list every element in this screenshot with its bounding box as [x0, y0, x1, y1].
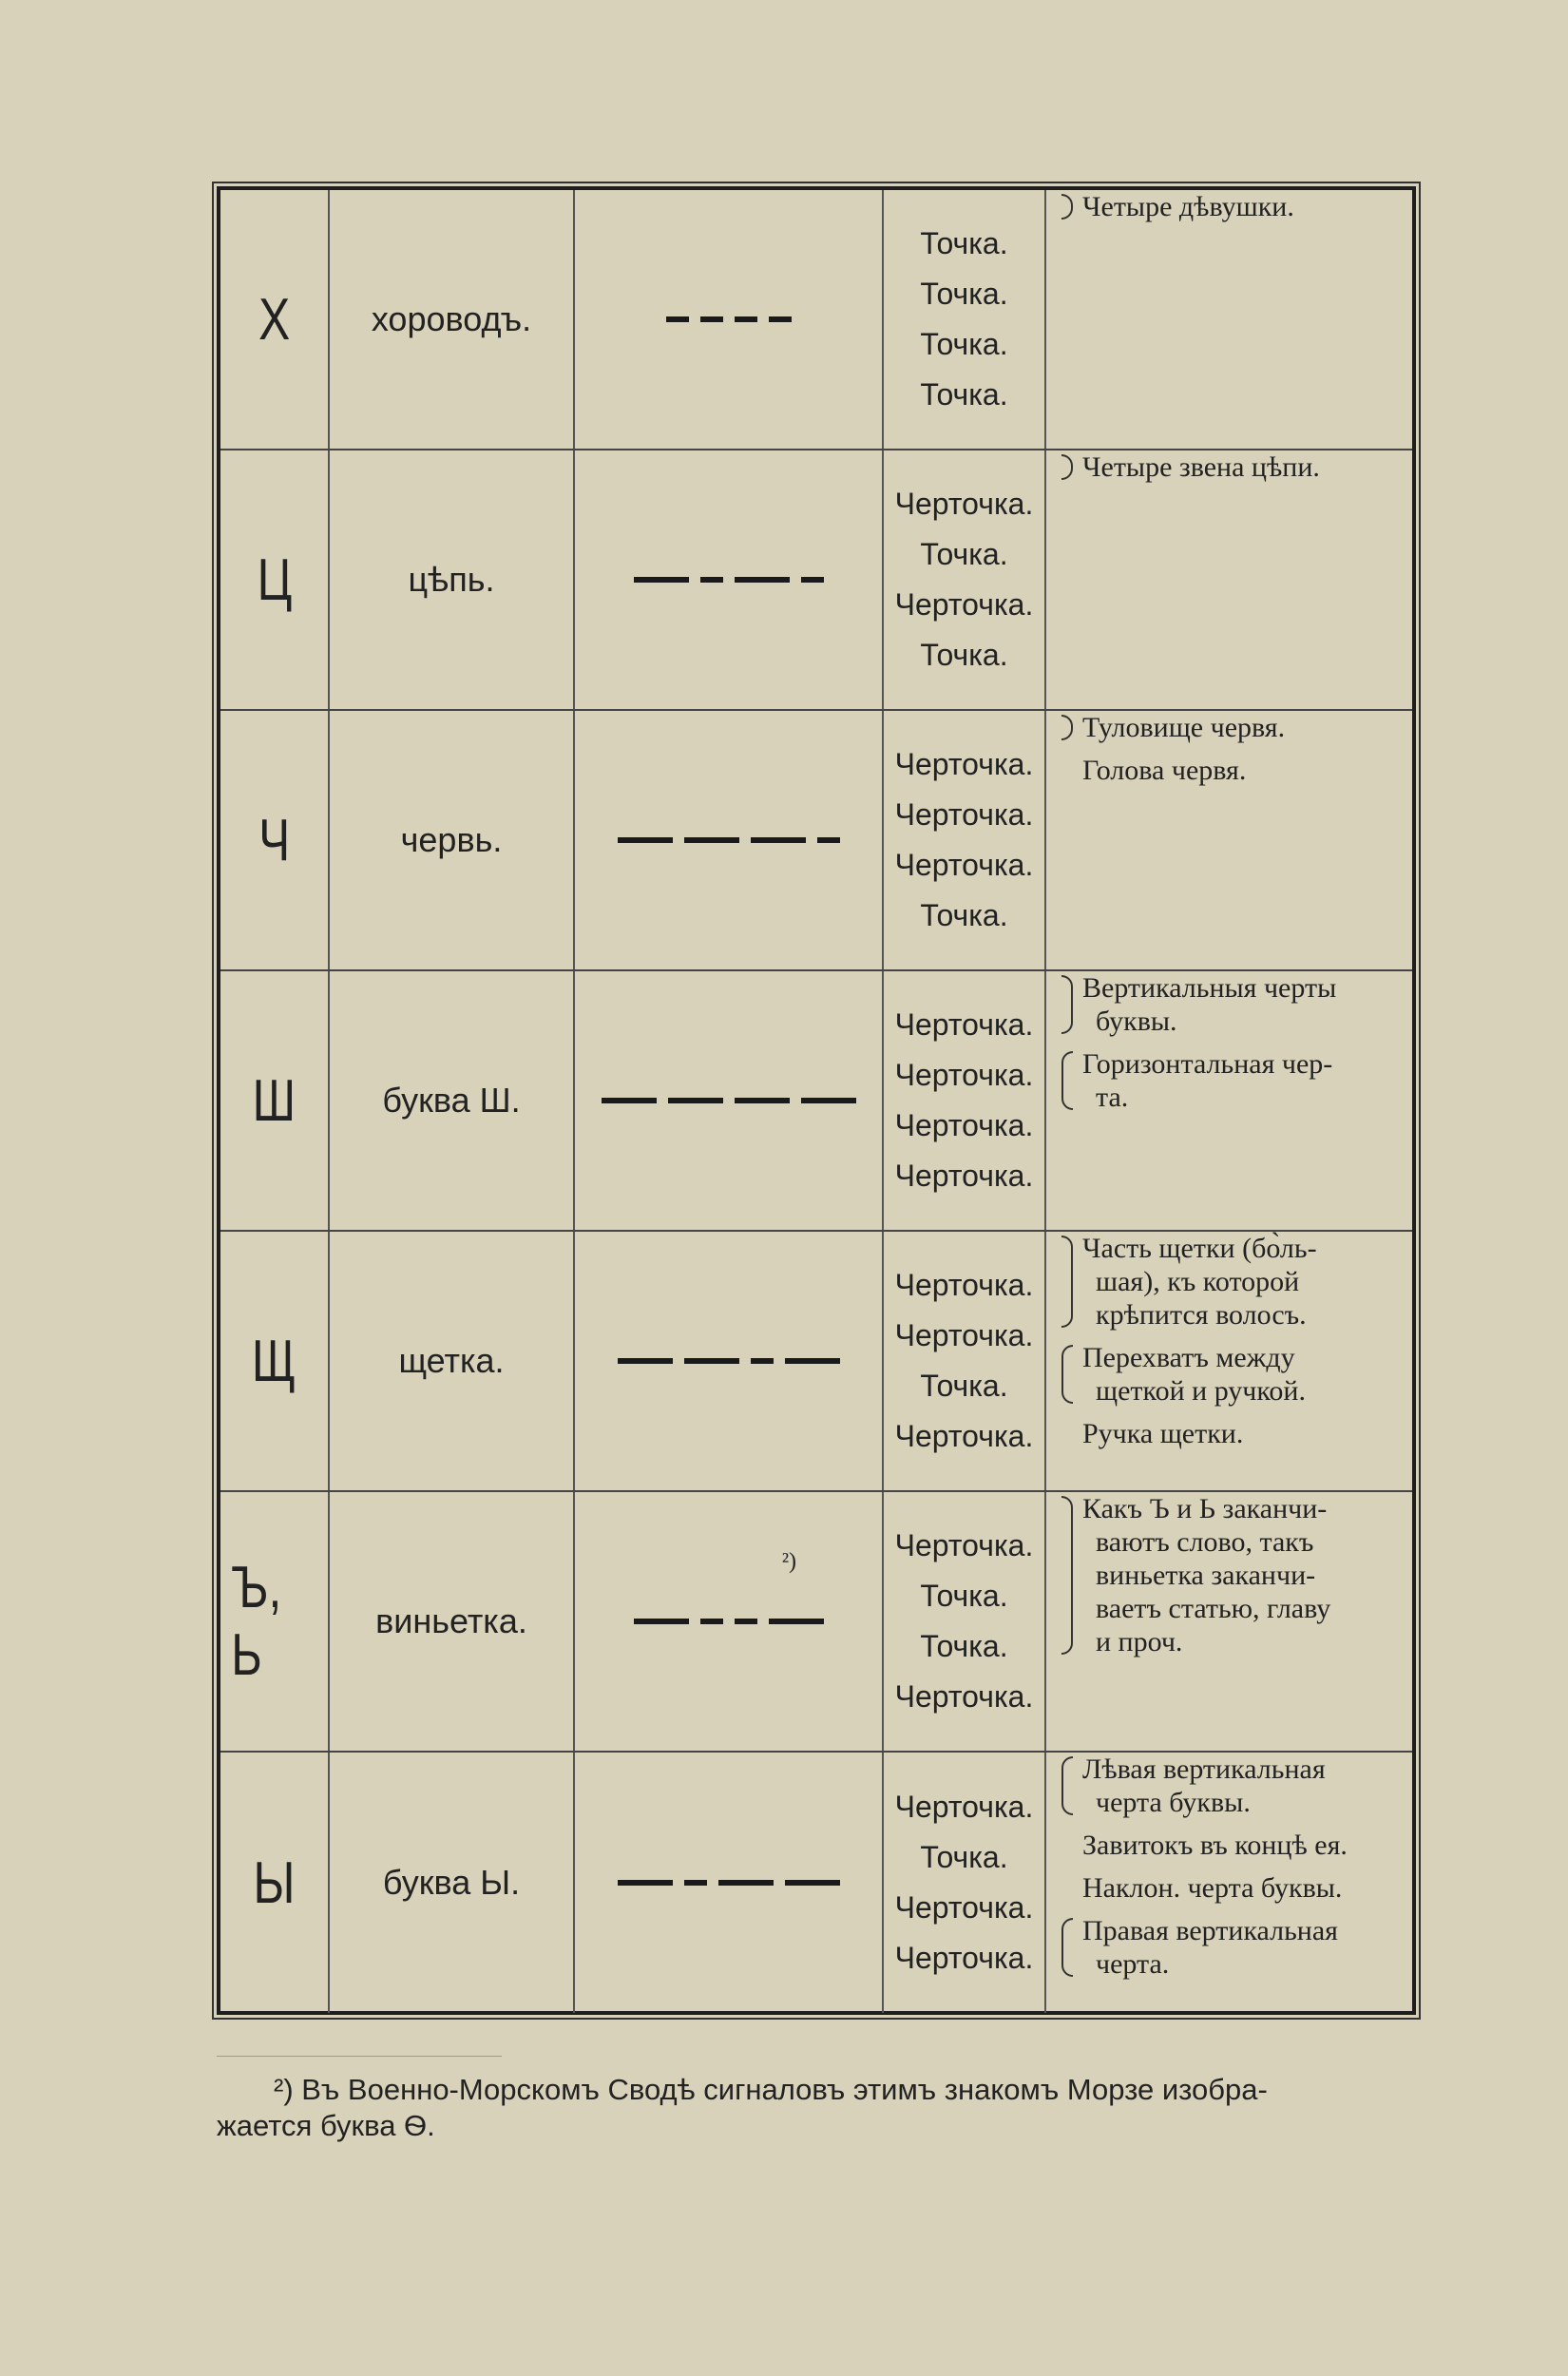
- morse-dash: [801, 1098, 856, 1103]
- mnemonic-word: хороводъ.: [330, 190, 575, 449]
- description-group: [1056, 1341, 1401, 1408]
- element-name: Точка.: [920, 1629, 1008, 1663]
- table-row: [220, 1232, 1412, 1492]
- description-line: Правая вертикальная: [1082, 1915, 1338, 1946]
- morse-dash: [769, 1619, 824, 1624]
- table-row: [220, 971, 1412, 1232]
- element-name: Черточка.: [894, 1528, 1034, 1562]
- element-names-cell: [884, 450, 1046, 709]
- element-name: Точка.: [920, 638, 1008, 672]
- letter-cell: [220, 971, 330, 1230]
- brace-icon: [1061, 715, 1073, 740]
- morse-dash: [735, 1098, 790, 1103]
- morse-dash: [618, 1358, 673, 1364]
- description-cell: [1046, 1232, 1412, 1490]
- element-name: Черточка.: [894, 1268, 1034, 1302]
- letter-cell: [220, 1232, 330, 1490]
- description-line: ваютъ слово, такъ: [1096, 1526, 1314, 1558]
- description-line: виньетка заканчи-: [1096, 1560, 1316, 1591]
- mnemonic-word: червь.: [330, 711, 575, 969]
- description-line: щеткой и ручкой.: [1096, 1375, 1306, 1407]
- brace-icon: [1061, 194, 1073, 220]
- description-group: [1056, 1753, 1401, 1819]
- brace-icon: [1061, 454, 1073, 480]
- element-name: Точка.: [920, 1579, 1008, 1613]
- description-cell: [1046, 1753, 1412, 2013]
- element-name: Черточка.: [894, 1058, 1034, 1092]
- element-name: Черточка.: [894, 1941, 1034, 1975]
- morse-dash: [785, 1358, 840, 1364]
- element-name: Черточка.: [894, 747, 1034, 781]
- table-row: [220, 711, 1412, 971]
- footnote-line-1: ²) Въ Военно-Морскомъ Сводѣ сигналовъ этимъ знакомъ Морзе изобра-: [274, 2073, 1268, 2106]
- table-row: [220, 190, 1412, 450]
- description-line: Какъ Ъ и Ь заканчи-: [1082, 1493, 1328, 1524]
- morse-dash: [785, 1880, 840, 1886]
- description-group: [1056, 1829, 1401, 1862]
- element-names-cell: [884, 190, 1046, 449]
- morse-dot: [684, 1880, 707, 1886]
- morse-dot: [700, 316, 723, 322]
- morse-dash: [634, 1619, 689, 1624]
- element-name: Точка.: [920, 1369, 1008, 1403]
- morse-dot: [769, 316, 792, 322]
- element-names-cell: [884, 711, 1046, 969]
- letter-cell: [220, 1753, 330, 2013]
- description-group: [1056, 190, 1401, 223]
- element-name: Черточка.: [894, 1159, 1034, 1193]
- morse-dash: [718, 1880, 774, 1886]
- morse-code-cell: [575, 1232, 884, 1490]
- element-name: Черточка.: [894, 1108, 1034, 1142]
- morse-dash: [634, 577, 689, 583]
- element-name: Черточка.: [894, 1318, 1034, 1352]
- element-name: Точка.: [920, 898, 1008, 932]
- element-name: Черточка.: [894, 1007, 1034, 1042]
- description-group: [1056, 1871, 1401, 1905]
- morse-dot: [751, 1358, 774, 1364]
- description-group: [1056, 754, 1401, 787]
- morse-dash: [618, 837, 673, 843]
- mnemonic-word: цѣпь.: [330, 450, 575, 709]
- description-group: [1056, 1417, 1401, 1450]
- brace-icon: [1061, 1756, 1073, 1815]
- footnote: [217, 2072, 1424, 2144]
- element-name: Черточка.: [894, 1419, 1034, 1453]
- morse-dash: [618, 1880, 673, 1886]
- element-name: Черточка.: [894, 487, 1034, 521]
- element-names-cell: [884, 971, 1046, 1230]
- description-cell: [1046, 190, 1412, 449]
- footnote-marker: ²): [781, 1549, 796, 1574]
- morse-dot: [801, 577, 824, 583]
- morse-alphabet-table: [217, 186, 1416, 2015]
- letter-cell: [220, 190, 330, 449]
- morse-dash: [751, 837, 806, 843]
- description-group: [1056, 1232, 1401, 1332]
- footnote-line-2: жается буква Ѳ.: [217, 2109, 435, 2142]
- morse-dot: [666, 316, 689, 322]
- morse-dash: [684, 837, 739, 843]
- description-line: ваетъ статью, главу: [1096, 1593, 1331, 1624]
- element-name: Черточка.: [894, 848, 1034, 882]
- description-line: Часть щетки (бо̀ль-: [1082, 1233, 1317, 1264]
- description-line: крѣпится волосъ.: [1096, 1299, 1307, 1331]
- element-name: Точка.: [920, 537, 1008, 571]
- element-name: Черточка.: [894, 587, 1034, 622]
- description-cell: [1046, 1492, 1412, 1751]
- description-cell: [1046, 450, 1412, 709]
- letter: Ш: [252, 1067, 296, 1134]
- description-line: Туловище червя.: [1082, 712, 1286, 743]
- description-line: Лѣвая вертикальная: [1082, 1753, 1326, 1785]
- morse-dash: [668, 1098, 723, 1103]
- morse-code-cell: [575, 971, 884, 1230]
- description-line: Наклон. черта буквы.: [1082, 1872, 1343, 1904]
- description-line: Вертикальныя черты: [1082, 972, 1337, 1004]
- element-names-cell: [884, 1753, 1046, 2013]
- description-line: буквы.: [1096, 1006, 1177, 1037]
- description-line: Голова червя.: [1082, 755, 1247, 786]
- description-group: [1056, 1914, 1401, 1981]
- letter-cell: [220, 450, 330, 709]
- brace-icon: [1061, 1918, 1073, 1977]
- element-name: Точка.: [920, 226, 1008, 260]
- description-line: Четыре звена цѣпи.: [1082, 451, 1320, 483]
- element-name: Черточка.: [894, 797, 1034, 832]
- morse-dot: [700, 1619, 723, 1624]
- letter-cell: [220, 711, 330, 969]
- description-line: Перехватъ между: [1082, 1342, 1295, 1373]
- mnemonic-word: виньетка.: [330, 1492, 575, 1751]
- morse-dot: [700, 577, 723, 583]
- morse-code-cell: [575, 450, 884, 709]
- description-line: Четыре дѣвушки.: [1082, 191, 1294, 222]
- letter: Х: [258, 286, 291, 353]
- description-group: [1056, 1492, 1401, 1658]
- element-name: Точка.: [920, 327, 1008, 361]
- description-group: [1056, 1047, 1401, 1114]
- morse-code-cell: [575, 190, 884, 449]
- element-name: Черточка.: [894, 1679, 1034, 1714]
- description-group: [1056, 450, 1401, 484]
- morse-code-cell: [575, 1492, 884, 1751]
- morse-dot: [817, 837, 840, 843]
- element-name: Точка.: [920, 1840, 1008, 1874]
- mnemonic-word: щетка.: [330, 1232, 575, 1490]
- element-name: Точка.: [920, 377, 1008, 412]
- description-line: и проч.: [1096, 1626, 1183, 1657]
- letter: Ц: [257, 546, 292, 613]
- table-row: [220, 450, 1412, 711]
- element-name: Черточка.: [894, 1790, 1034, 1824]
- morse-dot: [735, 316, 757, 322]
- morse-code-cell: [575, 711, 884, 969]
- description-line: Завитокъ въ концѣ ея.: [1082, 1830, 1348, 1861]
- brace-icon: [1061, 1496, 1073, 1655]
- brace-icon: [1061, 1051, 1073, 1110]
- morse-dot: [735, 1619, 757, 1624]
- element-names-cell: [884, 1492, 1046, 1751]
- morse-dash: [602, 1098, 657, 1103]
- brace-icon: [1061, 1345, 1073, 1404]
- letter: Щ: [252, 1328, 296, 1394]
- element-name: Точка.: [920, 277, 1008, 311]
- description-line: Горизонтальная чер-: [1082, 1048, 1333, 1080]
- letter-cell: [220, 1492, 330, 1751]
- morse-dash: [684, 1358, 739, 1364]
- element-names-cell: [884, 1232, 1046, 1490]
- description-line: Ручка щетки.: [1082, 1418, 1244, 1449]
- description-line: шая), къ которой: [1096, 1266, 1300, 1297]
- table-row: [220, 1492, 1412, 1753]
- letter: Ы: [253, 1849, 296, 1916]
- mnemonic-word: буква Ш.: [330, 971, 575, 1230]
- description-line: черта буквы.: [1096, 1787, 1251, 1818]
- description-line: та.: [1096, 1082, 1129, 1113]
- element-name: Черточка.: [894, 1890, 1034, 1925]
- morse-code-cell: [575, 1753, 884, 2013]
- description-group: [1056, 971, 1401, 1038]
- description-group: [1056, 711, 1401, 744]
- letter: Ъ, Ь: [231, 1555, 282, 1688]
- footnote-divider: [217, 2056, 502, 2057]
- description-line: черта.: [1096, 1948, 1170, 1980]
- brace-icon: [1061, 1236, 1073, 1328]
- description-cell: [1046, 711, 1412, 969]
- table-row: [220, 1753, 1412, 2013]
- letter: Ч: [258, 807, 291, 873]
- description-cell: [1046, 971, 1412, 1230]
- mnemonic-word: буква Ы.: [330, 1753, 575, 2013]
- brace-icon: [1061, 975, 1073, 1034]
- morse-dash: [735, 577, 790, 583]
